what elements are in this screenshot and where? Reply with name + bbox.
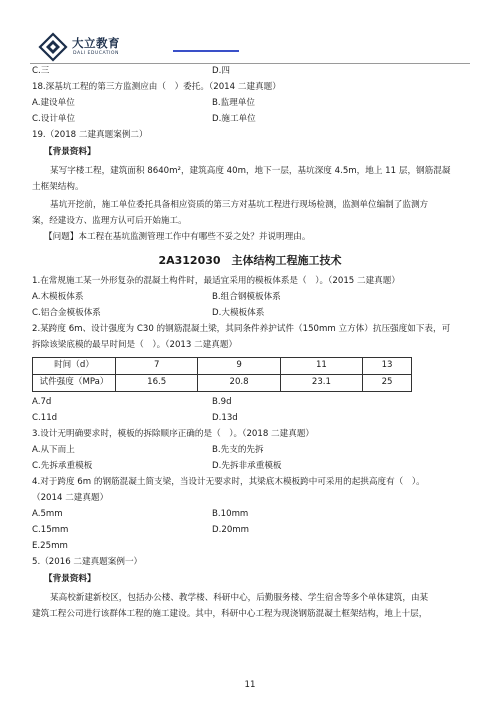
- q19-paragraph-2-line-2: 案，经建设方、监理方认可后开始施工。: [32, 216, 187, 226]
- s2-stem-line-1: 2.某跨度 6m、设计强度为 C30 的钢筋混凝土梁，其同条件养护试件（150mm 立方体）抗压强度如下表，可: [32, 324, 451, 335]
- page-header: [30, 30, 470, 66]
- q18-options-row-1: [32, 96, 468, 112]
- s3-options-row-1: [32, 443, 468, 459]
- s5-background-tag: 【背景资料】: [44, 573, 96, 584]
- s5-paragraph-line-2: 建筑工程公司进行该群体工程的施工建设。其中，科研中心工程为现浇钢筋混凝土框架结构，地上十层，: [32, 609, 428, 619]
- q19-stem: 19.（2018 二建真题案例二）: [32, 130, 148, 141]
- s1-option-a: A.木模板体系: [32, 292, 84, 303]
- s2-option-d: D.13d: [212, 413, 238, 424]
- s1-option-c: C.铝合金模板体系: [32, 308, 101, 319]
- q19-paragraph-1-line-1: 某写字楼工程，建筑面积 8640m²，建筑高度 40m，地下一层，基坑深度 4.5m，地上 11 层，钢筋混凝: [50, 166, 451, 176]
- page-number: 11: [244, 680, 256, 690]
- s1-stem: 1.在常规施工某一外形复杂的混凝土构件时，最适宜采用的模板体系是（ ）。（2015 二建真题）: [32, 276, 400, 287]
- s4-option-b: B.10mm: [212, 509, 249, 520]
- s4-option-d: D.20mm: [212, 525, 250, 536]
- s3-stem: 3.设计无明确要求时，模板的拆除顺序正确的是（ ）。（2018 二建真题）: [32, 429, 315, 440]
- s5-stem: 5.（2016 二建真题案例一）: [32, 557, 143, 568]
- q18-option-b: B.监理单位: [212, 98, 256, 109]
- s3-option-d: D.先拆非承重模板: [212, 461, 282, 472]
- s2-options-row-2: [32, 411, 468, 427]
- strength-table: [32, 357, 412, 392]
- s1-options-row-2: [32, 306, 468, 322]
- section-title: 2A312030 主体结构工程施工技术: [158, 253, 342, 267]
- s5-paragraph-line-1: 某高校新建新校区，包括办公楼、教学楼、科研中心，后勤服务楼、学生宿舍等多个单体建筑，由某: [50, 593, 429, 603]
- s4-option-e: E.25mm: [32, 541, 68, 552]
- s3-options-row-2: [32, 459, 468, 475]
- s4-stem-line-1: 4.对于跨度 6m 的钢筋混凝土简支梁，当设计无要求时，其梁底木模板跨中可采用的起拱高度有（ ）。: [32, 477, 425, 488]
- q18-option-a: A.建设单位: [32, 98, 75, 109]
- s4-options-row-2: [32, 523, 468, 539]
- q18-option-c: C.设计单位: [32, 114, 76, 125]
- table-cell-day: 7: [116, 358, 198, 375]
- table-cell-day: 11: [280, 358, 362, 375]
- table-cell-strength: 16.5: [116, 375, 198, 392]
- table-cell-day: 9: [198, 358, 280, 375]
- q17-option-d: D.四: [212, 66, 230, 77]
- table-row-days: [33, 358, 412, 375]
- table-header-strength: 试件强度（MPa）: [33, 375, 116, 392]
- table-cell-day: 13: [363, 358, 412, 375]
- s2-option-c: C.11d: [32, 413, 58, 424]
- q18-option-d: D.施工单位: [212, 114, 256, 125]
- q17-option-c: C.三: [32, 66, 50, 77]
- table-row-strength: [33, 375, 412, 392]
- s2-stem-line-2: 拆除该梁底模的最早时间是（ ）。（2013 二建真题）: [32, 340, 238, 351]
- q19-background-tag: 【背景资料】: [44, 146, 96, 157]
- q17-options-row: [32, 64, 468, 80]
- dali-logo-icon: [38, 32, 68, 62]
- q19-paragraph-2-line-1: 基坑开挖前，施工单位委托具备相应资质的第三方对基坑工程进行现场检测，监测单位编制了监测方: [50, 200, 429, 210]
- table-cell-strength: 25: [363, 375, 412, 392]
- s4-stem-line-2: （2014 二建真题）: [32, 493, 109, 504]
- table-cell-strength: 23.1: [280, 375, 362, 392]
- s4-option-c: C.15mm: [32, 525, 69, 536]
- q19-question: 【问题】本工程在基坑监测管理工作中有哪些不妥之处？并说明理由。: [44, 231, 311, 242]
- logo-name: 大立教育: [72, 36, 120, 50]
- header-accent-bar: [173, 50, 239, 52]
- s3-option-a: A.从下而上: [32, 445, 75, 456]
- page-content: [32, 64, 468, 622]
- s1-option-d: D.大模板体系: [212, 308, 265, 319]
- s2-options-row-1: [32, 395, 468, 411]
- logo-subtitle: DALI EDUCATION: [73, 51, 119, 56]
- s2-option-a: A.7d: [32, 397, 52, 408]
- table-cell-strength: 20.8: [198, 375, 280, 392]
- q18-options-row-2: [32, 112, 468, 128]
- q19-paragraph-1-line-2: 土框架结构。: [32, 182, 84, 192]
- q18-stem: 18.深基坑工程的第三方监测应由（ ）委托。（2014 二建真题）: [32, 82, 281, 93]
- table-header-days: 时间（d）: [33, 358, 116, 375]
- s4-options-row-1: [32, 507, 468, 523]
- s3-option-b: B.先支的先拆: [212, 445, 264, 456]
- s2-option-b: B.9d: [212, 397, 232, 408]
- s4-option-a: A.5mm: [32, 509, 63, 520]
- s3-option-c: C.先拆承重模板: [32, 461, 93, 472]
- s1-options-row-1: [32, 290, 468, 306]
- s1-option-b: B.组合钢模板体系: [212, 292, 281, 303]
